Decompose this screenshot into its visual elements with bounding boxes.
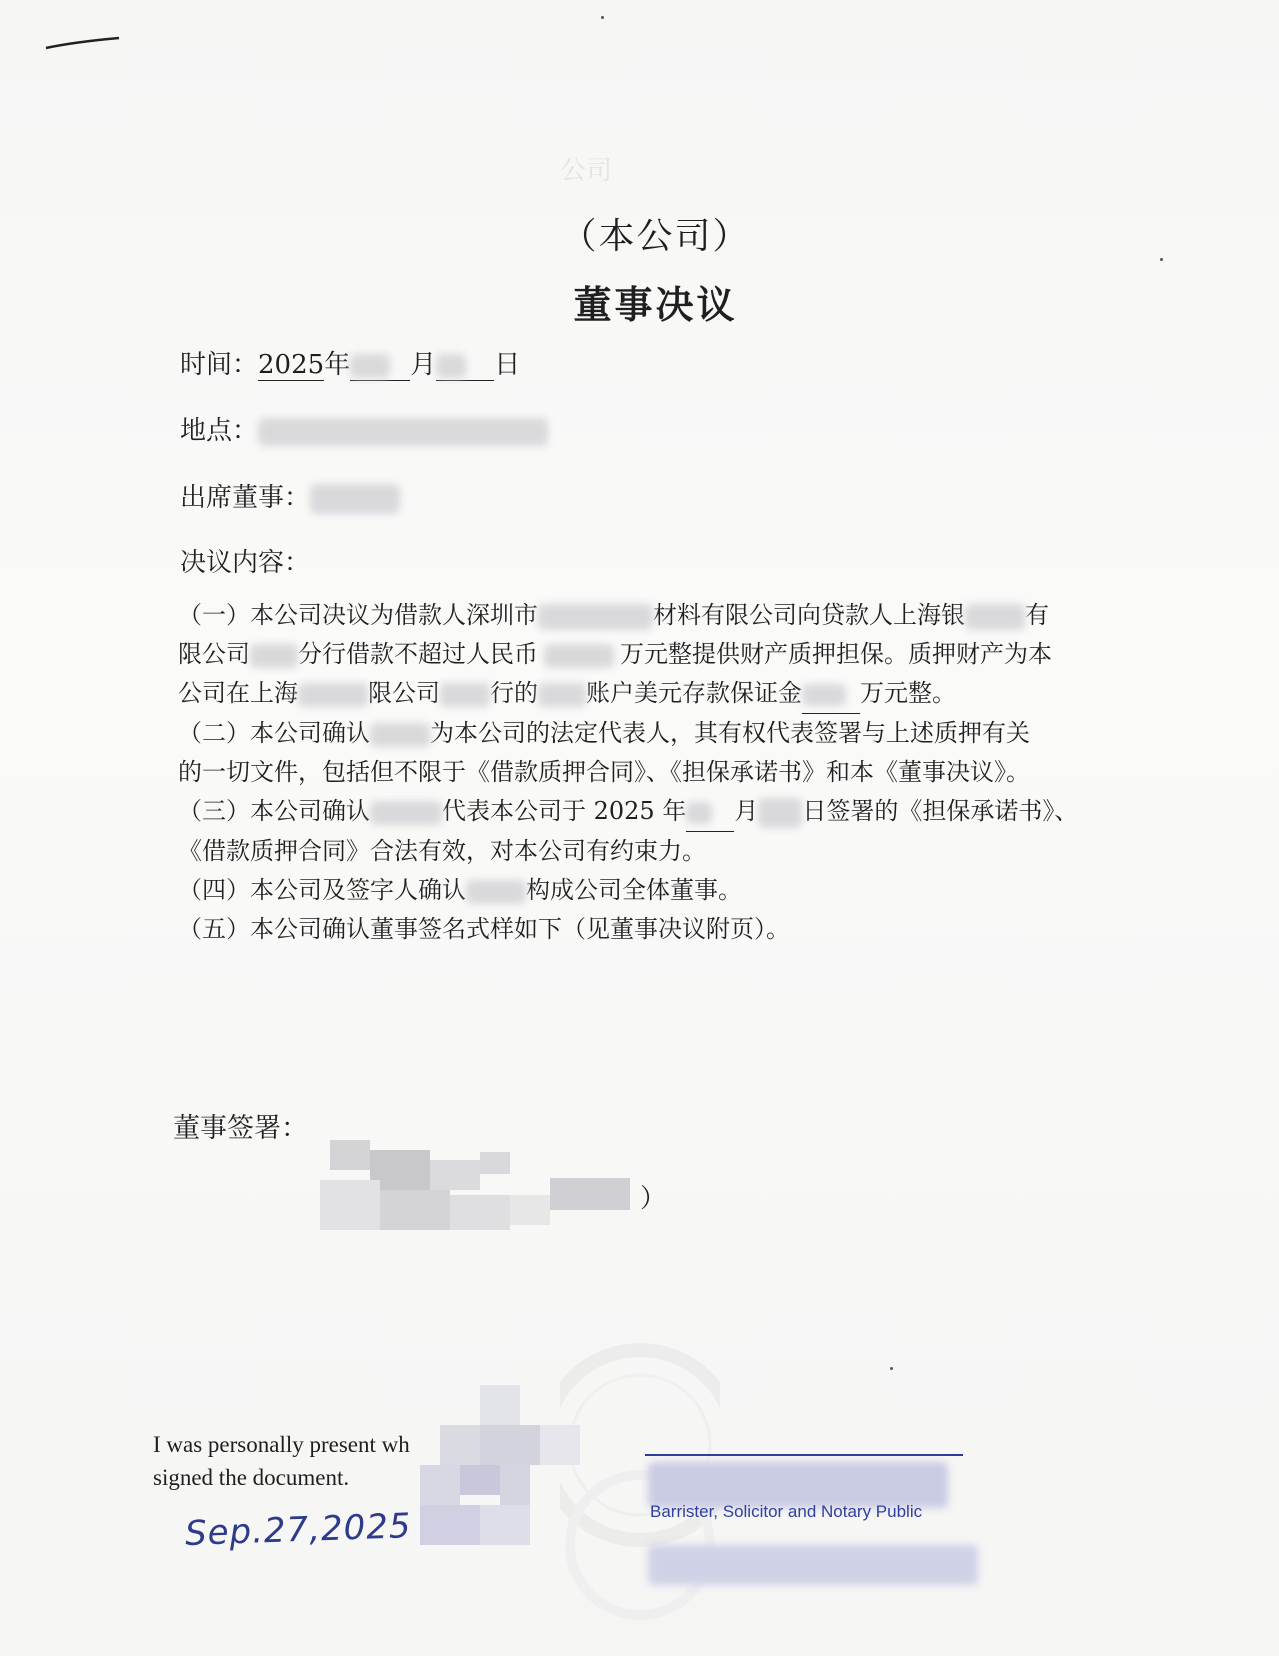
speck — [890, 1367, 893, 1370]
redacted-name — [466, 880, 526, 904]
day-char: 日 — [494, 350, 521, 380]
resolution-item-3 — [178, 792, 1103, 871]
document-title: 董事决议 — [573, 282, 738, 327]
redacted-text — [538, 604, 653, 630]
notary-stamp-line — [645, 1454, 963, 1456]
notary-line-1: I was personally present wh — [153, 1432, 410, 1457]
attendees-label: 出席董事： — [180, 483, 311, 513]
redacted-text — [440, 683, 490, 707]
redacted-amount — [802, 674, 860, 714]
redacted-notary-address — [648, 1545, 978, 1585]
resolution-text: 限公司 — [368, 679, 440, 707]
resolution-item-2 — [178, 714, 1103, 792]
content-field — [180, 542, 310, 579]
notary-line-2: signed the document. — [153, 1465, 350, 1490]
resolution-text: 行的 — [490, 679, 538, 707]
month-blank — [686, 792, 734, 832]
time-year: 2025 — [258, 350, 325, 380]
attendees-redacted — [310, 484, 400, 514]
resolution-text: 公司在上海 — [178, 679, 298, 707]
resolution-text: 账户美元存款保证金 — [586, 679, 802, 707]
resolution-text: 万元整。 — [860, 679, 956, 707]
resolution-text: （二）本公司确认 — [178, 719, 370, 747]
content-label: 决议内容： — [180, 548, 311, 578]
speck — [1160, 258, 1163, 261]
resolution-text: 《借款质押合同》合法有效，对本公司有约束力。 — [178, 837, 706, 865]
resolution-text: （四）本公司及签字人确认 — [178, 876, 466, 904]
location-redacted — [258, 418, 548, 446]
month-blank — [350, 350, 410, 381]
handwritten-date: Sep.27,2025 — [184, 1506, 413, 1554]
resolution-text: 为本公司的法定代表人，其有权代表签署与上述质押有关 — [430, 719, 1030, 747]
resolution-text: 有 — [1025, 601, 1049, 629]
redacted-text — [250, 644, 298, 668]
resolution-text: 月 — [734, 797, 759, 825]
location-label: 地点： — [180, 416, 259, 446]
redacted-amount — [544, 644, 614, 668]
resolution-text: 限公司 — [178, 640, 250, 668]
resolution-text: 万元整提供财产质押担保。质押财产为本 — [620, 640, 1052, 668]
notary-title: Barrister, Solicitor and Notary Public — [650, 1502, 923, 1521]
resolution-text: 材料有限公司向贷款人上海银 — [653, 601, 965, 629]
notary-statement — [153, 1428, 410, 1494]
resolution-item-1 — [178, 596, 1103, 714]
resolution-text: 代表本公司于 2025 年 — [442, 797, 687, 825]
pen-stroke-mark — [44, 34, 124, 54]
redacted-text — [298, 683, 368, 707]
redacted-signature — [300, 1140, 660, 1240]
director-signature-label: 董事签署： — [173, 1113, 308, 1144]
resolution-text: 构成公司全体董事。 — [526, 876, 742, 904]
redacted-text — [538, 683, 586, 707]
time-field — [180, 344, 520, 381]
resolution-text: （五）本公司确认董事签名式样如下（见董事决议附页）。 — [178, 915, 790, 943]
redacted-name — [370, 723, 430, 747]
faint-header-mark: 公司 — [560, 156, 613, 186]
location-field — [180, 410, 548, 447]
year-char: 年 — [324, 350, 351, 380]
redacted-day — [758, 798, 802, 828]
redacted-text — [965, 604, 1025, 630]
resolution-item-5 — [178, 910, 1103, 949]
redacted-name — [370, 801, 442, 825]
attendees-field — [180, 477, 400, 514]
resolution-text: 分行借款不超过人民币 — [298, 640, 538, 668]
resolution-text: （一）本公司决议为借款人深圳市 — [178, 601, 538, 629]
resolution-item-4 — [178, 871, 1103, 910]
speck — [601, 16, 604, 19]
redacted-notary-signature — [420, 1385, 600, 1555]
month-char: 月 — [410, 350, 437, 380]
resolution-text: 的一切文件，包括但不限于《借款质押合同》、《担保承诺书》和本《董事决议》。 — [178, 758, 1030, 786]
company-title: （本公司） — [560, 216, 751, 257]
time-label: 时间： — [180, 350, 259, 380]
day-blank — [436, 350, 494, 381]
resolution-text: 日签署的《担保承诺书》、 — [802, 797, 1079, 825]
resolution-text: （三）本公司确认 — [178, 797, 370, 825]
resolution-list — [178, 596, 1103, 949]
signature-paren: ） — [640, 1184, 667, 1214]
